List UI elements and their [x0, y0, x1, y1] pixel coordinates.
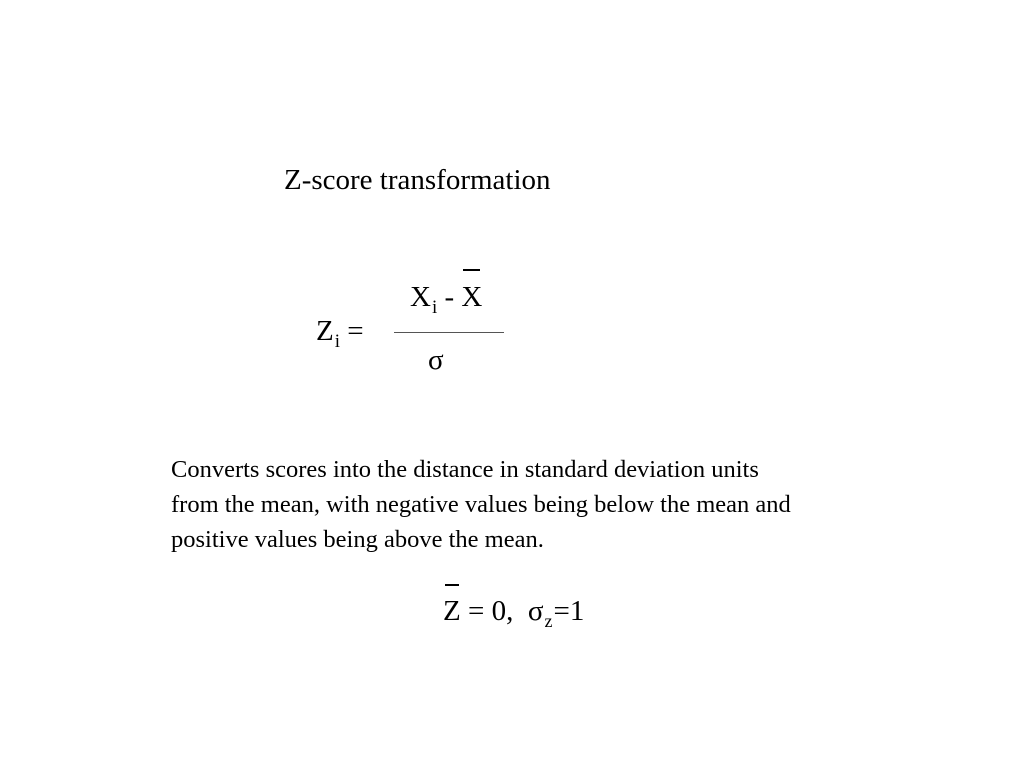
- formula-lhs: [316, 315, 364, 352]
- x-bar-mean: [461, 283, 482, 312]
- z-subscript: i: [334, 331, 340, 352]
- z-mean-overbar: [445, 584, 459, 586]
- z-mean-symbol: Z: [443, 595, 461, 627]
- description: [171, 452, 931, 557]
- mean-overbar: [463, 269, 480, 271]
- x-symbol: X: [410, 281, 431, 313]
- z-properties: [443, 595, 585, 631]
- x-subscript: i: [431, 297, 438, 318]
- z-symbol: Z: [316, 315, 334, 347]
- formula-denominator: σ: [428, 344, 444, 376]
- mean-symbol: X: [461, 281, 483, 313]
- equals-sign: =: [347, 315, 364, 347]
- sigma-subscript: z: [544, 611, 553, 631]
- sigma-value: =1: [553, 595, 585, 627]
- minus-sign: -: [444, 281, 455, 313]
- sigma-symbol: σ: [527, 595, 544, 627]
- z-bar-mean: [443, 597, 461, 626]
- formula-numerator: [410, 281, 483, 318]
- fraction-line: [394, 332, 504, 333]
- description-line: positive values being above the mean.: [171, 526, 544, 553]
- z-mean-value: = 0,: [460, 595, 514, 627]
- description-line: Converts scores into the distance in standard deviation units: [171, 456, 759, 483]
- slide-title: Z-score transformation: [284, 164, 551, 196]
- description-line: from the mean, with negative values being below the mean and: [171, 491, 791, 518]
